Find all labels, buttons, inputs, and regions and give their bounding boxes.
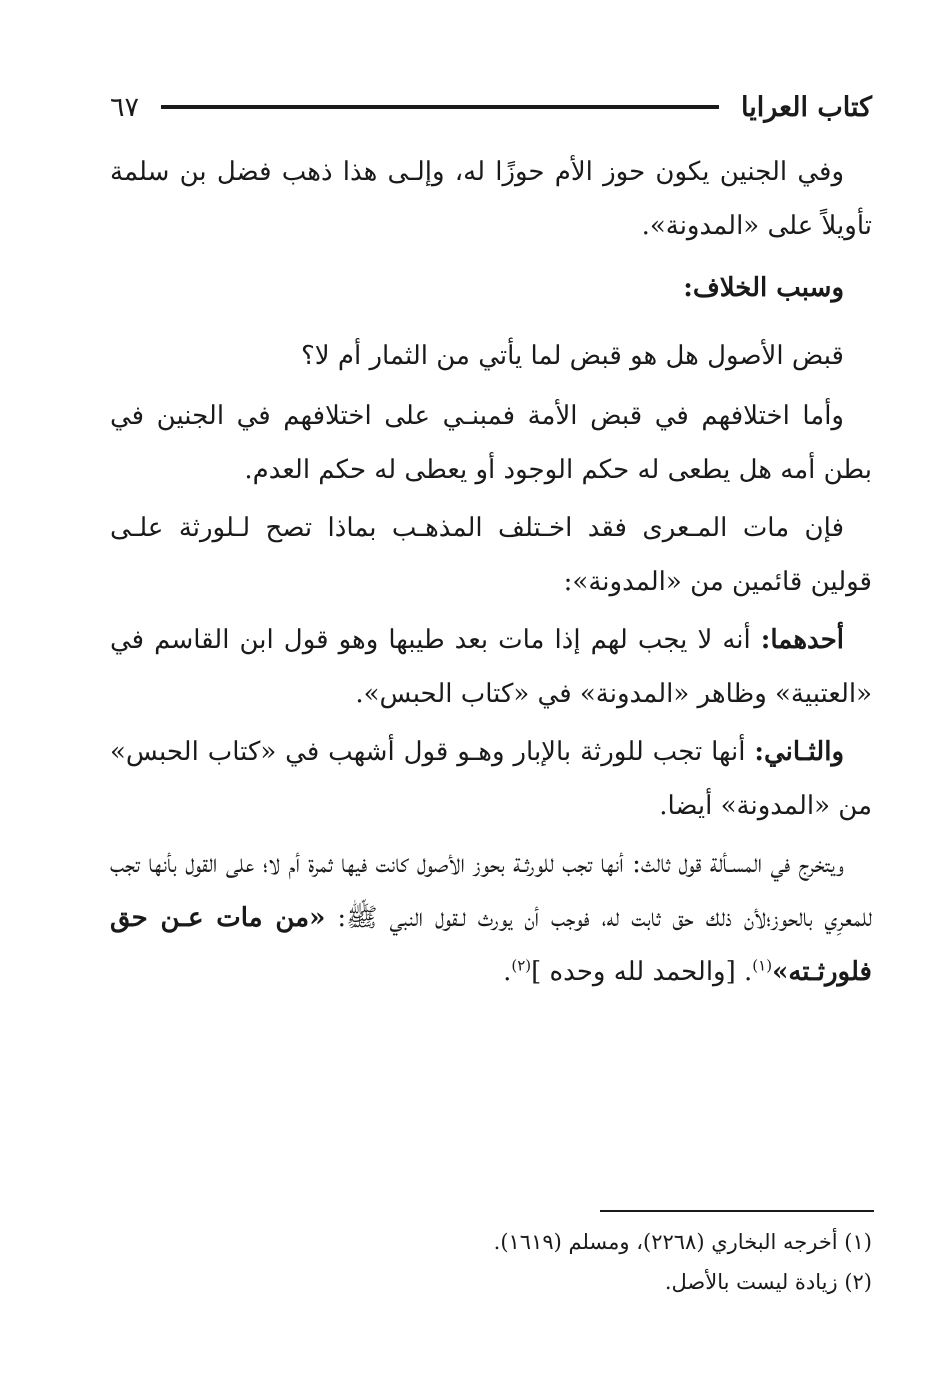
footnote-ref-2[interactable]: (٢) xyxy=(511,956,532,975)
opinion-2-label: والثـاني: xyxy=(754,737,844,767)
opinion-1-label: أحدهما: xyxy=(760,625,844,655)
main-text xyxy=(110,145,872,999)
paragraph-1: وفي الجنين يكون حوز الأم حوزًا له، وإلـى هذا ذهب فضل بن سلمة تأويلاً على «المدونة». xyxy=(110,157,872,241)
paragraph-7-text: ويتخرج في المسـألة قول ثالث: أنها تجب للورثـة بحوز الأصول كانت فيها ثمرة أم لا؛ على القول بأنها تجب للمعرِي بالحوز؛لأن ذلك حق ثابت له، فوجب أن يورث لـقول النبي ﷺ: xyxy=(110,849,872,933)
header-rule xyxy=(161,105,719,109)
hadith-quote: «من مات عـن حق فلورثـته» xyxy=(110,903,872,987)
paragraph-2: قبض الأصول هل هو قبض لما يأتي من الثمار أم لا؟ xyxy=(300,341,844,371)
paragraph-4: فإن مات المـعرى فقد اخـتلف المذهـب بماذا تصح لـلورثة علـى قولين قائمين من «المدونة»: xyxy=(110,513,872,597)
closing-end: . xyxy=(503,957,512,987)
paragraph-6 xyxy=(110,725,872,833)
section-heading: وسبب الخلاف: xyxy=(683,273,844,303)
paragraph-7 xyxy=(110,837,872,999)
paragraph-5 xyxy=(110,613,872,721)
running-title: كتاب العرايا xyxy=(741,91,872,123)
closing-text: [والحمد لله وحده ] xyxy=(531,957,736,987)
opinion-2-text: أنها تجب للورثة بالإبار وهـو قول أشهب في «كتاب الحبس» من «المدونة» أيضا. xyxy=(110,737,872,821)
page-number: ٦٧ xyxy=(110,91,140,123)
footnote-2: (٢) زيادة ليست بالأصل. xyxy=(664,1270,872,1294)
paragraph-3: وأما اختلافهم في قبض الأمة فمبنـي على اختلافهم في الجنين في بطن أمه هل يطعى له حكم الوجود أو يعطى له حكم العدم. xyxy=(110,401,872,485)
opinion-1-text: أنه لا يجب لهم إذا مات بعد طيبها وهو قول ابن القاسم في «العتبية» وظاهر «المدونة» في «كتاب الحبس». xyxy=(110,625,872,709)
footnotes xyxy=(110,1222,872,1302)
footnote-separator xyxy=(600,1210,874,1212)
footnote-ref-1[interactable]: (١) xyxy=(752,956,773,975)
footnote-1: (١) أخرجه البخاري (٢٢٦٨)، ومسلم (١٦١٩). xyxy=(493,1230,872,1254)
paragraph-7-end: . xyxy=(744,957,753,987)
page-header xyxy=(110,82,872,132)
